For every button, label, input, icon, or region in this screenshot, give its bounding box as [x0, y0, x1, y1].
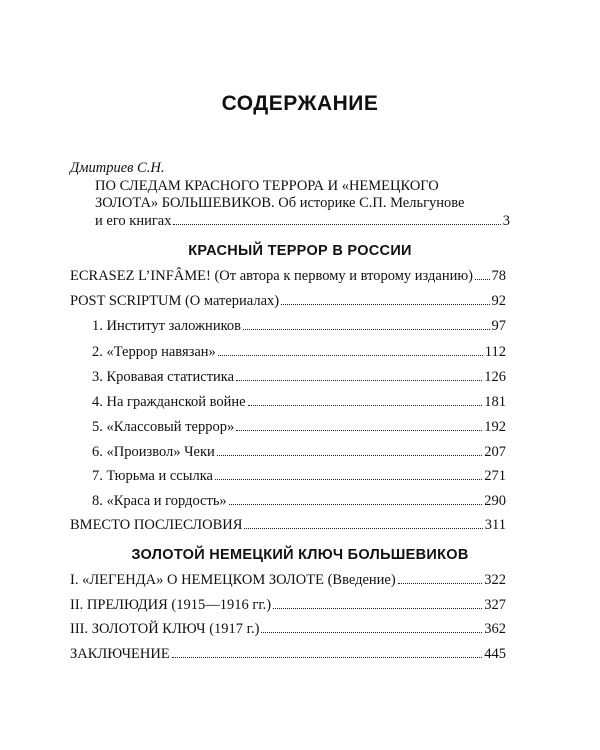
toc-entry-label: ECRASEZ L’INFÂME! (От автора к первому и второму изданию)	[70, 268, 474, 284]
toc-entry-label: 4. На гражданской войне	[92, 394, 246, 410]
intro-entry	[70, 160, 510, 230]
toc-entry-label: 6. «Произвол» Чеки	[92, 444, 215, 460]
toc-entry	[92, 368, 506, 386]
intro-line-1: ПО СЛЕДАМ КРАСНОГО ТЕРРОРА И «НЕМЕЦКОГО	[95, 177, 439, 194]
dot-leader	[475, 279, 489, 280]
section-heading-golden-key: ЗОЛОТОЙ НЕМЕЦКИЙ КЛЮЧ БОЛЬШЕВИКОВ	[131, 547, 469, 563]
toc-entry	[70, 596, 506, 614]
toc-entry	[92, 317, 506, 335]
dot-leader	[398, 583, 483, 584]
dot-leader	[218, 355, 483, 356]
toc-entry	[92, 492, 506, 510]
dot-leader	[229, 504, 483, 505]
toc-entry-label: III. ЗОЛОТОЙ КЛЮЧ (1917 г.)	[70, 621, 260, 637]
toc-entry-page: 271	[484, 468, 506, 484]
toc-entry-page: 327	[484, 597, 506, 613]
toc-entry-label: 5. «Классовый террор»	[92, 419, 235, 435]
toc-entry-page: 311	[484, 517, 506, 533]
toc-entry-page: 126	[484, 369, 506, 385]
dot-leader	[172, 657, 483, 658]
dot-leader	[217, 455, 482, 456]
dot-leader	[261, 632, 482, 633]
toc-entry-label: 2. «Террор навязан»	[92, 344, 216, 360]
toc-entry	[70, 516, 506, 534]
toc-entry-label: POST SCRIPTUM (О материалах)	[70, 293, 280, 309]
toc-entry-label: II. ПРЕЛЮДИЯ (1915—1916 гг.)	[70, 597, 272, 613]
dot-leader	[173, 224, 500, 225]
toc-entry-label: ВМЕСТО ПОСЛЕСЛОВИЯ	[70, 517, 243, 533]
toc-entry-label: ЗАКЛЮЧЕНИЕ	[70, 646, 170, 662]
toc-entry-label: 1. Институт заложников	[92, 318, 241, 334]
section-heading-red-terror: КРАСНЫЙ ТЕРРОР В РОССИИ	[188, 243, 412, 259]
toc-entry-page: 445	[484, 646, 506, 662]
toc-entry-page: 290	[484, 493, 506, 509]
toc-entry	[92, 393, 506, 411]
toc-entry	[70, 292, 506, 310]
toc-entry-label: 7. Тюрьма и ссылка	[92, 468, 213, 484]
toc-entry	[92, 467, 506, 485]
dot-leader	[273, 608, 482, 609]
toc-entry-page: 322	[484, 572, 506, 588]
dot-leader	[236, 380, 482, 381]
toc-entry	[70, 267, 506, 285]
toc-entry	[92, 418, 506, 436]
toc-entry-label: 8. «Краса и гордость»	[92, 493, 227, 509]
toc-entry-page: 362	[484, 621, 506, 637]
intro-line-2: ЗОЛОТА» БОЛЬШЕВИКОВ. Об историке С.П. Мельгунове	[95, 195, 465, 211]
intro-title	[70, 178, 510, 231]
toc-entry-label: 3. Кровавая статистика	[92, 369, 235, 385]
toc-entry	[70, 571, 506, 589]
toc-entry-page: 78	[491, 268, 506, 284]
dot-leader	[215, 479, 482, 480]
toc-entry	[70, 645, 506, 663]
toc-entry-page: 92	[491, 293, 506, 309]
toc-entry-page: 192	[484, 419, 506, 435]
toc-entry-page: 112	[484, 344, 506, 360]
toc-entry-page: 97	[491, 318, 506, 334]
toc-entry-page: 207	[484, 444, 506, 460]
intro-line-3-label: и его книгах	[95, 212, 172, 229]
dot-leader	[236, 430, 482, 431]
intro-author: Дмитриев С.Н.	[70, 160, 165, 176]
toc-entry	[92, 443, 506, 461]
toc-entry-label: I. «ЛЕГЕНДА» О НЕМЕЦКОМ ЗОЛОТЕ (Введение)	[70, 572, 396, 588]
toc-entry	[92, 343, 506, 361]
toc-entry-page: 181	[484, 394, 506, 410]
dot-leader	[248, 405, 483, 406]
intro-page-number: 3	[502, 212, 510, 229]
toc-entry	[70, 620, 506, 638]
page-title: СОДЕРЖАНИЕ	[221, 92, 379, 115]
dot-leader	[243, 329, 490, 330]
dot-leader	[281, 304, 489, 305]
dot-leader	[244, 528, 482, 529]
intro-line-3	[95, 213, 510, 231]
